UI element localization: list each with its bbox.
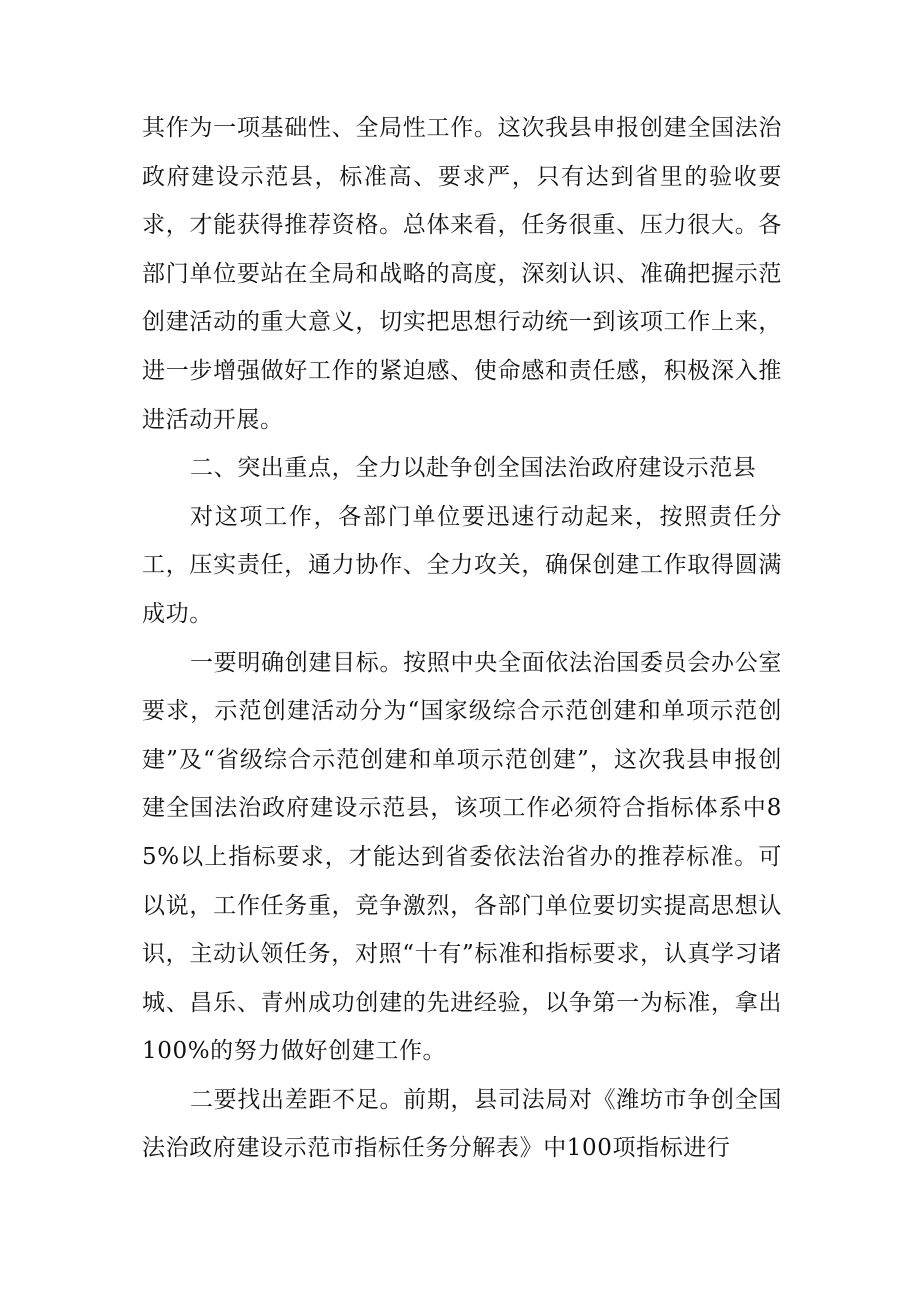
section-heading: 二、突出重点，全力以赴争创全国法治政府建设示范县 [190,455,757,482]
paragraph-intro: 对这项工作，各部门单位要迅速行动起来，按照责任分工，压实责任，通力协作、全力攻关，确保创建工作取得圆满成功。 [142,503,782,627]
paragraph-goal: 一要明确创建目标。按照中央全面依法治国委员会办公室要求，示范创建活动分为“国家级综合示范创建和单项示范创建”及“省级综合示范创建和单项示范创建”，这次我县申报创建全国法治政府建设示范县，该项工作必须符合指标体系中85%以上指标要求，才能达到省委依法治省办的推荐标准。可以说，工作任务重，竞争激烈，各部门单位要切实提高思想认识，主动认领任务，对照“十有”标准和指标要求，认真学习诸城、昌乐、青州成功创建的先进经验，以争第一为标准，拿出100%的努力做好创建工作。 [142,649,782,1065]
document-body [142,104,782,1173]
paragraph-gap: 二要找出差距不足。前期，县司法局对《潍坊市争创全国法治政府建设示范市指标任务分解表》中100项指标进行 [142,1086,782,1162]
paragraph-continuation: 其作为一项基础性、全局性工作。这次我县申报创建全国法治政府建设示范县，标准高、要求严，只有达到省里的验收要求，才能获得推荐资格。总体来看，任务很重、压力很大。各部门单位要站在全局和战略的高度，深刻认识、准确把握示范创建活动的重大意义，切实把思想行动统一到该项工作上来，进一步增强做好工作的紧迫感、使命感和责任感，积极深入推进活动开展。 [142,115,782,433]
